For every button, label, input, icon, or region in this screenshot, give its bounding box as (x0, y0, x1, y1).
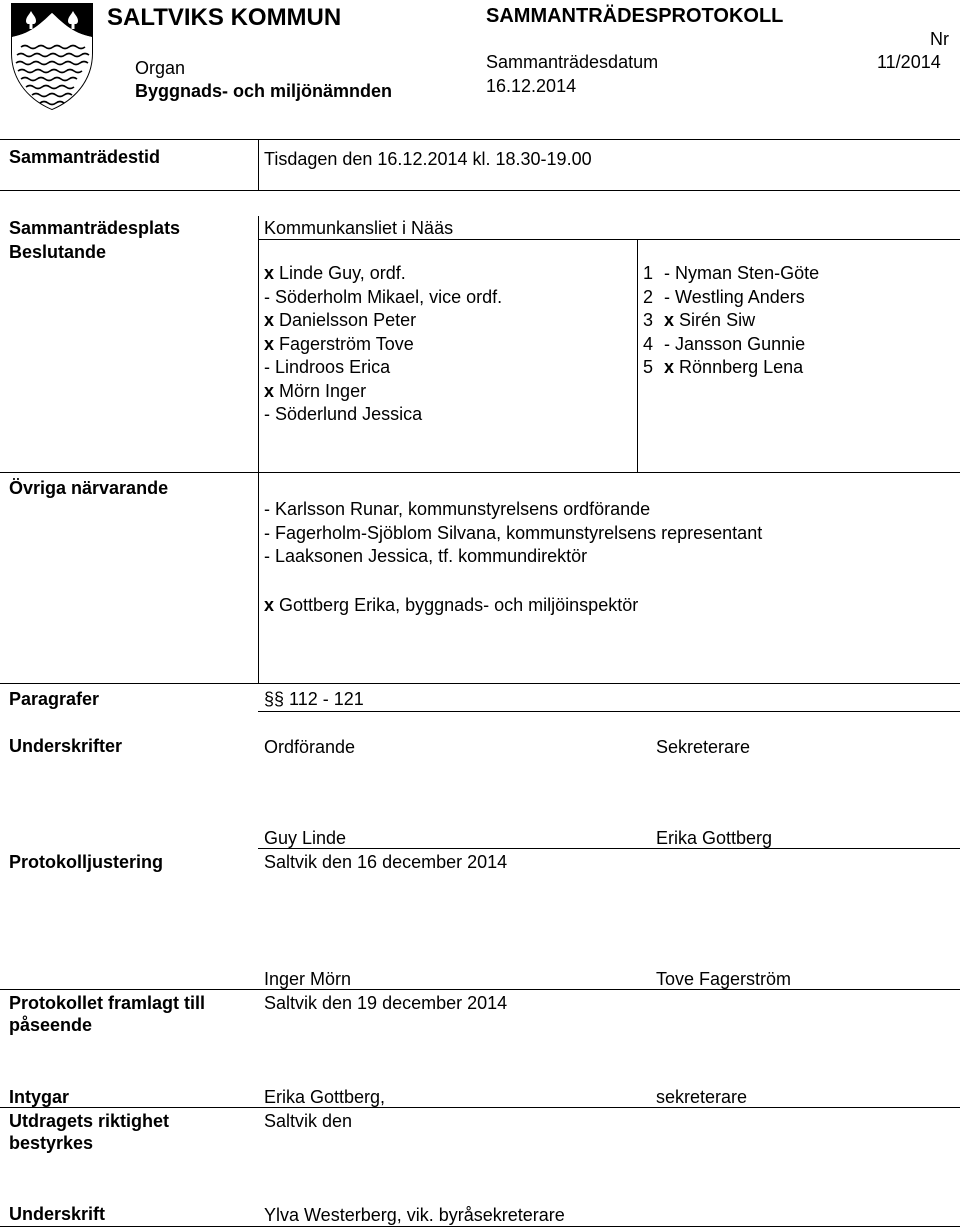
paragraphs-value-row (264, 688, 364, 710)
member-name: Söderholm Mikael, vice ordf. (275, 286, 503, 307)
chair-name: Guy Linde (264, 828, 347, 848)
substitutes-list (643, 262, 819, 380)
member-name: Linde Guy, ordf. (279, 263, 406, 283)
attendance-mark: x (264, 263, 275, 283)
chair-label: Ordförande (264, 737, 356, 757)
extract-certified-label: Utdragets riktighet bestyrkes (9, 1111, 170, 1153)
divider (637, 239, 638, 472)
organ-label: Organ (135, 58, 186, 78)
divider (0, 683, 960, 684)
display-label: Protokollet framlagt till påseende (9, 993, 206, 1035)
substitute-number: 2 (643, 286, 654, 307)
crest-logo (11, 3, 93, 110)
member-row (264, 309, 502, 333)
extract-place: Saltvik den (264, 1111, 353, 1131)
others-present-label: Övriga närvarande (9, 478, 169, 498)
substitute-number: 1 (643, 263, 654, 283)
section-symbol: § (264, 689, 275, 709)
signature-label: Underskrift (9, 1204, 106, 1224)
meeting-place-label: Sammanträdesplats (9, 218, 181, 238)
substitute-row (643, 309, 819, 333)
divider (0, 989, 960, 990)
substitute-number: 3 (643, 310, 654, 330)
substitute-name: Rönnberg Lena (679, 357, 804, 377)
member-name: Fagerström Tove (279, 333, 414, 354)
secretary-label: Sekreterare (656, 737, 751, 757)
substitute-name: Jansson Gunnie (675, 333, 806, 354)
attendance-mark: x (264, 380, 275, 401)
attendee-row: - Laaksonen Jessica, tf. kommundirektör (264, 546, 588, 566)
municipality-name: SALTVIKS KOMMUN (107, 4, 342, 31)
substitute-name: Westling Anders (675, 286, 805, 307)
substitute-row (643, 262, 819, 286)
substitute-number: 5 (643, 357, 654, 377)
secretary-name: Erika Gottberg (656, 828, 773, 848)
section-symbol: § (274, 689, 285, 709)
attendee-row: - Fagerholm-Sjöblom Silvana, kommunstyrelsens representant (264, 522, 763, 543)
divider (0, 472, 960, 473)
divider (0, 1226, 960, 1227)
attendance-mark: x (664, 310, 675, 330)
member-name: Söderlund Jessica (275, 404, 423, 424)
nr-value: 11/2014 (877, 52, 941, 72)
attendance-mark: - (264, 357, 270, 377)
attendance-mark: - (264, 404, 270, 424)
member-row (264, 333, 502, 357)
member-name: Mörn Inger (279, 380, 367, 401)
members-list (264, 262, 502, 427)
nr-label: Nr (930, 29, 949, 49)
meeting-time-label: Sammanträdestid (9, 147, 161, 167)
document-title: SAMMANTRÄDESPROTOKOLL (486, 5, 784, 27)
member-name: Lindroos Erica (275, 357, 391, 377)
inspector-name: Gottberg Erika, byggnads- och miljöinspektör (279, 595, 639, 615)
meeting-date-value: 16.12.2014 (486, 76, 577, 96)
attendee-row: - Karlsson Runar, kommunstyrelsens ordförande (264, 499, 651, 519)
decision-makers-label: Beslutande (9, 242, 107, 262)
member-name: Danielsson Peter (279, 310, 417, 330)
substitute-name: Nyman Sten-Göte (675, 263, 820, 283)
member-row (264, 262, 502, 286)
attendance-mark: - (664, 286, 671, 307)
attendance-mark: x (664, 357, 675, 377)
divider (258, 472, 259, 683)
signatures-label: Underskrifter (9, 736, 123, 756)
meeting-time-value: Tisdagen den 16.12.2014 kl. 18.30-19.00 (264, 149, 592, 169)
divider (258, 239, 960, 240)
checker-name: Tove Fagerström (656, 969, 792, 989)
substitute-row (643, 333, 819, 357)
organ-value: Byggnads- och miljönämnden (135, 81, 393, 101)
inspector-row (264, 594, 638, 616)
member-row (264, 403, 502, 427)
divider (258, 139, 259, 191)
divider (0, 1107, 960, 1108)
adjustment-value: Saltvik den 16 december 2014 (264, 852, 508, 872)
checker-name: Inger Mörn (264, 969, 352, 989)
substitute-number: 4 (643, 333, 654, 354)
paragraphs-value: 112 - 121 (289, 689, 364, 709)
divider (258, 848, 960, 849)
member-row (264, 380, 502, 404)
others-present-list (264, 498, 762, 569)
divider (258, 216, 259, 472)
member-row (264, 356, 502, 380)
divider (0, 190, 960, 191)
display-value: Saltvik den 19 december 2014 (264, 993, 508, 1013)
attendance-mark: - (664, 333, 671, 354)
divider (0, 139, 960, 140)
member-row (264, 286, 502, 310)
attendance-mark: x (264, 333, 275, 354)
attendance-mark: - (664, 263, 671, 283)
certifier-role: sekreterare (656, 1087, 748, 1107)
substitute-name: Sirén Siw (679, 310, 756, 330)
certify-label: Intygar (9, 1087, 70, 1107)
substitute-row (643, 356, 819, 380)
adjustment-label: Protokolljustering (9, 852, 164, 872)
meeting-date-label: Sammanträdesdatum (486, 52, 659, 72)
attendance-mark: x (264, 595, 275, 615)
divider (258, 711, 960, 712)
attendance-mark: x (264, 310, 275, 330)
attendance-mark: - (264, 286, 270, 307)
meeting-place-value: Kommunkansliet i Nääs (264, 218, 454, 238)
substitute-row (643, 286, 819, 310)
signature-value: Ylva Westerberg, vik. byråsekreterare (264, 1205, 565, 1225)
certifier-name: Erika Gottberg, (264, 1087, 386, 1107)
paragraphs-label: Paragrafer (9, 689, 100, 709)
